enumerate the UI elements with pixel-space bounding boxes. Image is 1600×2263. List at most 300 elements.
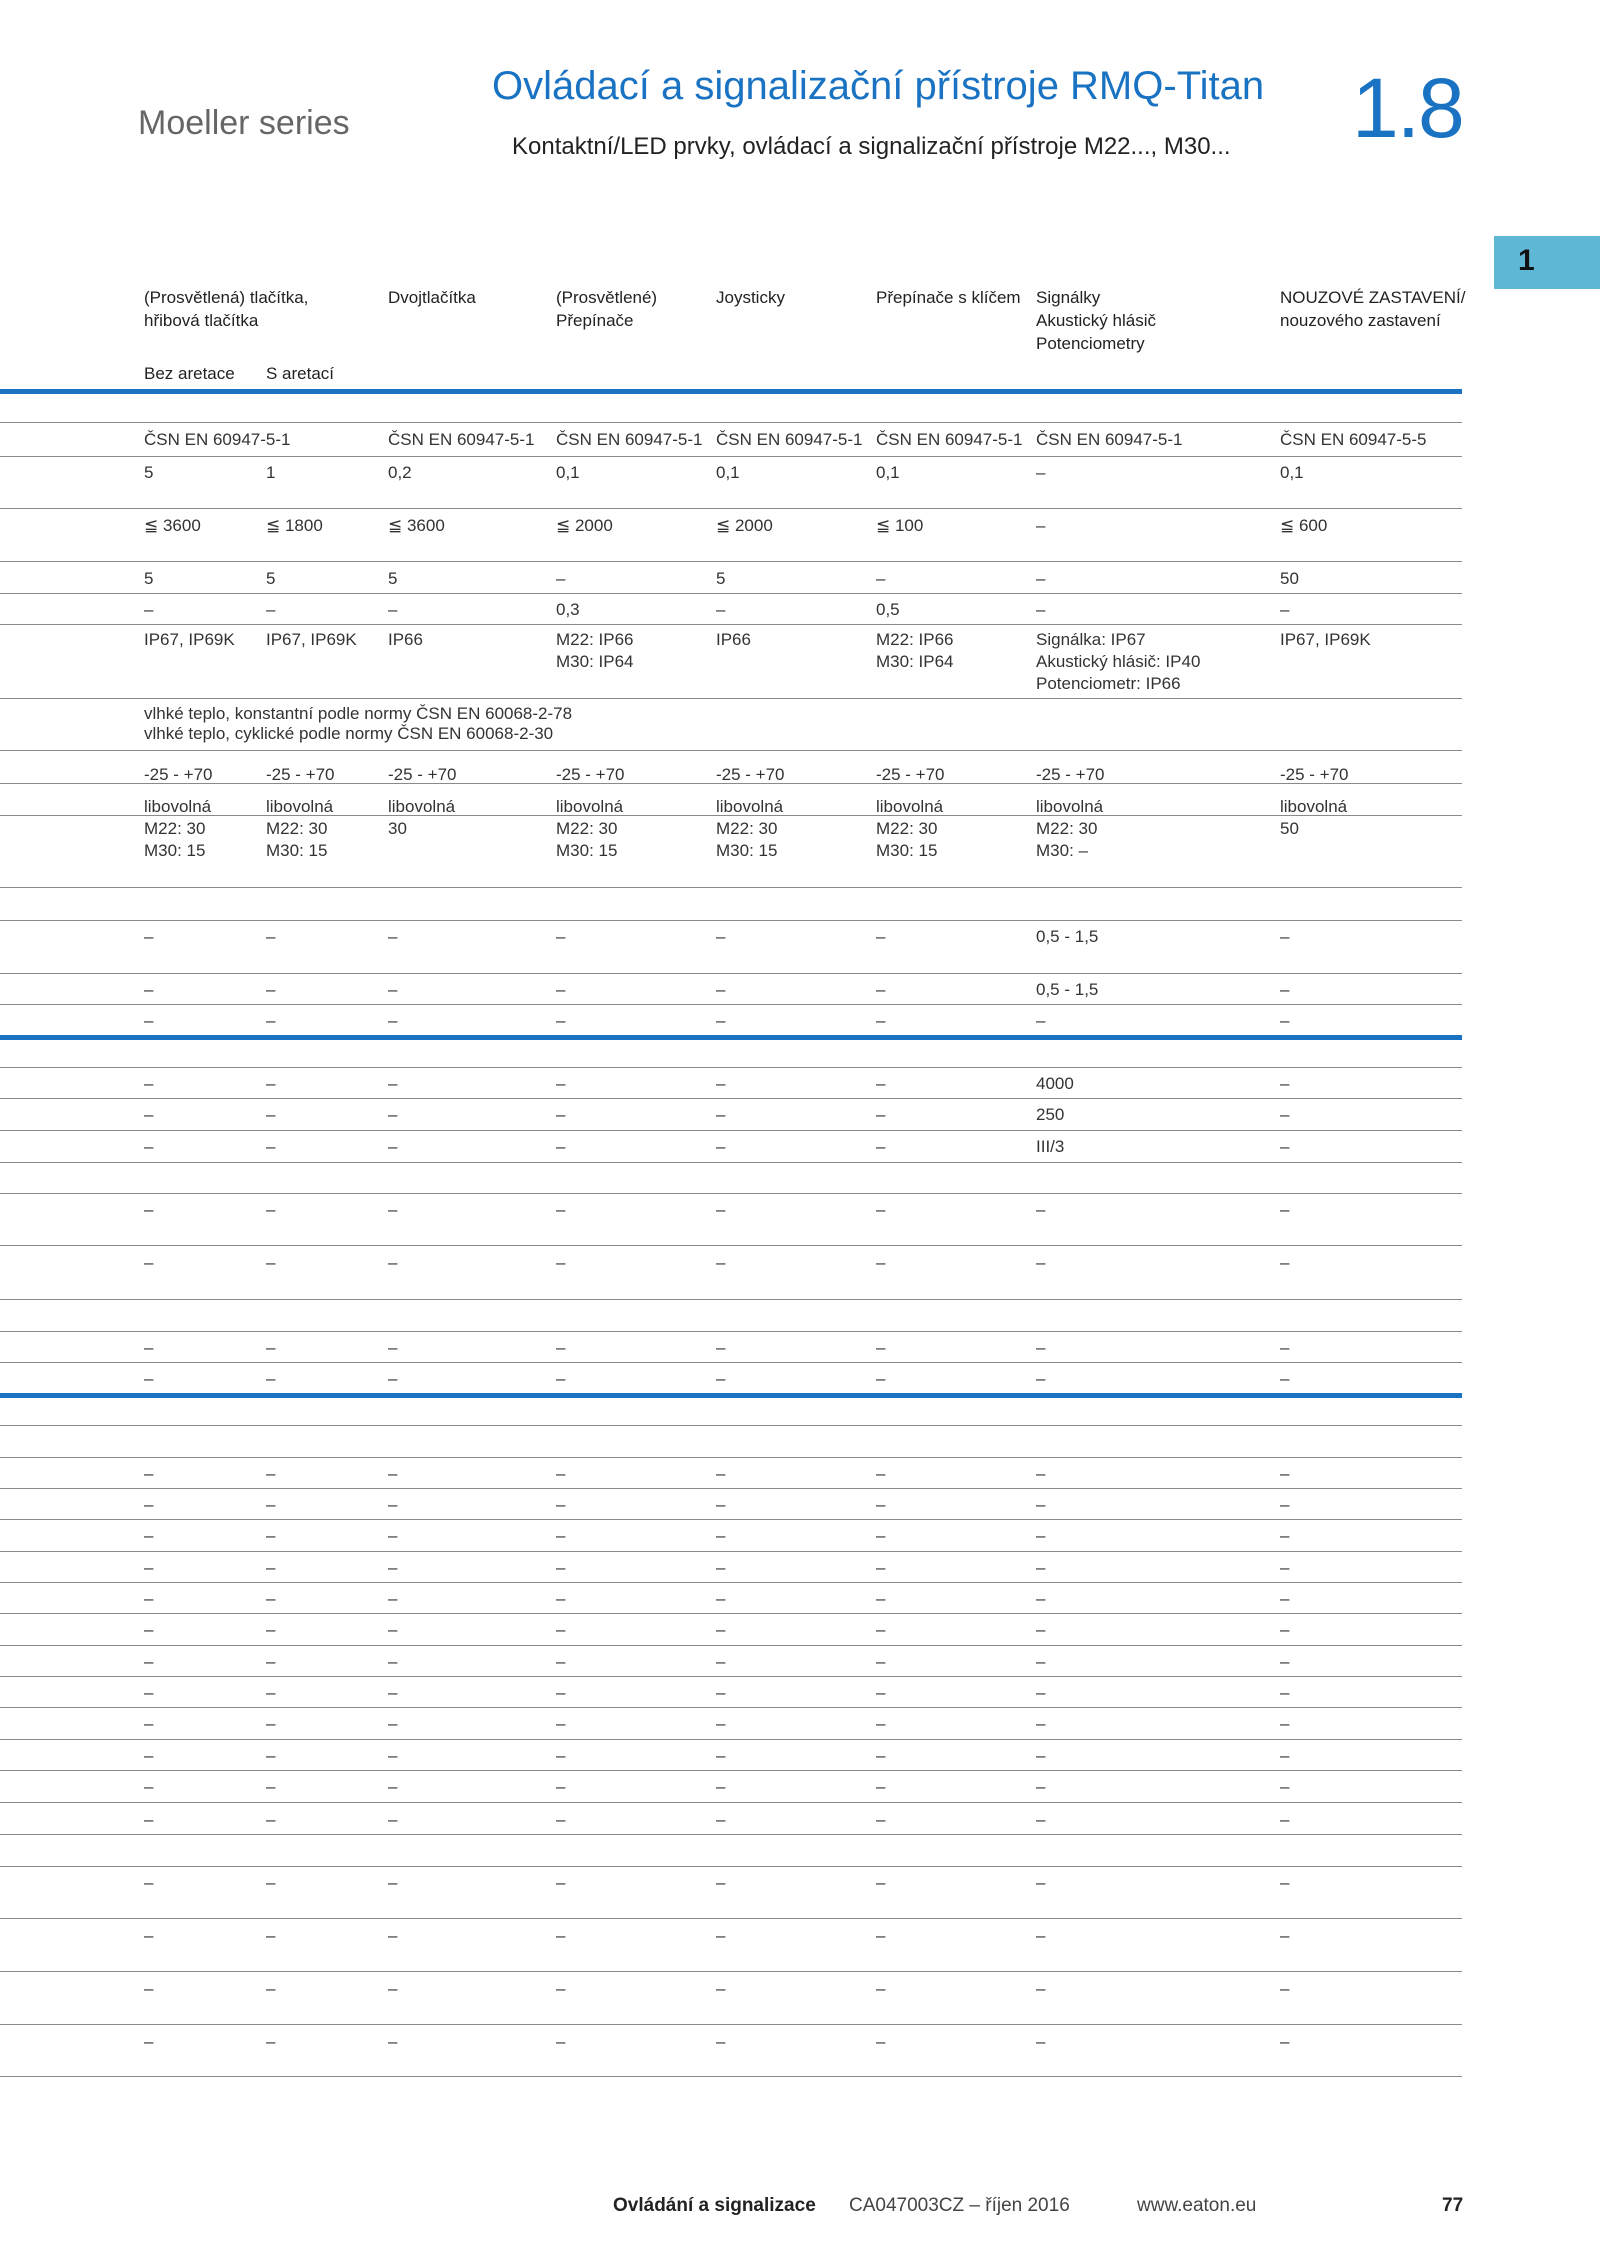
table-cell: – [266,1200,276,1219]
row-divider [0,1362,1462,1363]
table-cell: 0,1 [556,463,580,482]
table-cell: – [266,980,276,999]
table-cell: – [388,1105,398,1124]
table-cell: – [1280,1200,1290,1219]
table-cell: 0,5 - 1,5 [1036,927,1099,946]
table-cell: – [388,1926,398,1945]
table-cell: M22: 30 M30: 15 [266,819,328,860]
table-cell: IP67, IP69K [144,630,235,649]
subcolumn-header-momentary: Bez aretace [144,364,235,383]
table-cell: – [716,1979,726,1998]
row-divider [0,624,1462,625]
table-cell: – [266,1105,276,1124]
table-cell: – [716,2032,726,2051]
table-cell: – [876,1495,886,1514]
table-cell: -25 - +70 [1280,765,1349,784]
table-cell: 50 [1280,819,1299,838]
table-cell: M22: 30 M30: – [1036,819,1098,860]
table-cell: – [716,1526,726,1545]
table-cell: – [716,1620,726,1639]
table-cell: – [876,1746,886,1765]
row-divider [0,561,1462,562]
row-divider [0,1004,1462,1005]
table-cell: – [1280,1137,1290,1156]
row-divider [0,508,1462,509]
table-cell: – [556,1338,566,1357]
table-cell: – [716,1495,726,1514]
table-cell: ≦ 3600 [388,516,445,535]
table-cell: III/3 [1036,1137,1065,1156]
row-divider [0,2076,1462,2077]
table-cell: – [388,1777,398,1796]
table-cell: – [266,1979,276,1998]
table-cell: – [1280,1652,1290,1671]
table-cell: libovolná [1280,797,1348,816]
row-divider [0,1582,1462,1583]
table-cell: – [876,1253,886,1272]
table-cell: – [1036,1746,1046,1765]
table-cell: – [266,1810,276,1829]
table-cell: libovolná [266,797,334,816]
table-cell: – [556,1683,566,1702]
table-cell: – [1036,1810,1046,1829]
row-divider [0,456,1462,457]
table-cell: – [1036,1558,1046,1577]
row-divider [0,1193,1462,1194]
footer-website-link[interactable]: www.eaton.eu [1137,2195,1257,2216]
table-cell: – [388,1589,398,1608]
table-cell: M22: 30 M30: 15 [876,819,938,860]
row-divider [0,1245,1462,1246]
table-cell: ≦ 2000 [556,516,613,535]
row-divider [0,1676,1462,1677]
series-label: Moeller series [138,104,350,142]
table-cell: – [1036,1620,1046,1639]
row-divider [0,973,1462,974]
row-divider [0,1645,1462,1646]
table-cell: – [1036,1589,1046,1608]
table-cell: – [716,1074,726,1093]
row-divider [0,1770,1462,1771]
table-cell: -25 - +70 [556,765,625,784]
table-cell: – [876,1338,886,1357]
table-cell: – [1036,516,1046,535]
table-cell: – [716,1777,726,1796]
table-cell: – [388,1558,398,1577]
table-cell: – [556,1464,566,1483]
section-divider [0,1393,1462,1398]
table-cell: – [556,1526,566,1545]
table-cell: – [266,1589,276,1608]
table-cell: – [1036,463,1046,482]
row-divider [0,1551,1462,1552]
climate-note: vlhké teplo, konstantní podle normy ČSN EN 60068-2-78 vlhké teplo, cyklické podle normy ČSN EN 60068-2-30 [144,704,573,743]
table-cell: – [266,1683,276,1702]
table-cell: – [266,1495,276,1514]
table-cell: – [556,1105,566,1124]
table-cell: – [1280,2032,1290,2051]
table-cell: – [1280,1495,1290,1514]
table-cell: – [1280,1589,1290,1608]
table-cell: – [716,1746,726,1765]
table-cell: – [716,1873,726,1892]
page-subtitle: Kontaktní/LED prvky, ovládací a signalizační přístroje M22..., M30... [512,133,1231,160]
table-cell: – [1036,1979,1046,1998]
table-cell: – [388,1810,398,1829]
table-cell: – [716,1011,726,1030]
table-cell: – [1280,1011,1290,1030]
row-divider [0,1299,1462,1300]
table-cell: – [876,927,886,946]
table-cell: – [716,1926,726,1945]
table-cell: – [556,1746,566,1765]
table-cell: 5 [266,569,276,588]
table-cell: – [266,1926,276,1945]
table-cell: – [1280,927,1290,946]
table-cell: – [876,1074,886,1093]
table-cell: M22: 30 M30: 15 [716,819,778,860]
table-cell: – [1280,1074,1290,1093]
row-divider [0,887,1462,888]
table-cell: 0,1 [876,463,900,482]
table-cell: – [388,1683,398,1702]
table-cell: – [266,1777,276,1796]
table-cell: Signálka: IP67 Akustický hlásič: IP40 Potenciometr: IP66 [1036,630,1201,693]
table-cell: – [266,1137,276,1156]
table-cell: -25 - +70 [1036,765,1105,784]
table-cell: 0,2 [388,463,412,482]
table-cell: – [388,980,398,999]
table-cell: – [266,2032,276,2051]
table-cell: – [876,1714,886,1733]
table-cell: – [388,1369,398,1388]
table-cell: M22: 30 M30: 15 [144,819,206,860]
table-cell: – [1036,1011,1046,1030]
row-divider [0,698,1462,699]
table-cell: – [1280,1683,1290,1702]
table-cell: 0,1 [1280,463,1304,482]
table-cell: – [1280,1253,1290,1272]
table-cell: – [1036,1200,1046,1219]
table-cell: – [556,1979,566,1998]
table-cell: ČSN EN 60947-5-5 [1280,430,1427,449]
table-cell: – [716,1652,726,1671]
table-cell: – [1280,980,1290,999]
column-header-key-switches: Přepínače s klíčem [876,288,1021,307]
table-cell: – [1280,1464,1290,1483]
table-cell: – [716,600,726,619]
table-cell: – [144,1589,154,1608]
table-cell: – [144,1979,154,1998]
table-cell: – [876,1979,886,1998]
table-cell: – [1036,1714,1046,1733]
table-cell: – [144,1369,154,1388]
row-divider [0,1457,1462,1458]
table-cell: – [876,1810,886,1829]
table-cell: -25 - +70 [144,765,213,784]
table-cell: – [716,1714,726,1733]
table-cell: – [556,1253,566,1272]
row-divider [0,1918,1462,1919]
table-cell: – [388,1464,398,1483]
table-cell: – [1036,1777,1046,1796]
table-cell: M22: 30 M30: 15 [556,819,618,860]
table-cell: – [1036,1369,1046,1388]
table-cell: – [144,2032,154,2051]
table-cell: – [144,1714,154,1733]
table-cell: IP67, IP69K [266,630,357,649]
table-cell: -25 - +70 [876,765,945,784]
table-cell: – [266,1338,276,1357]
row-divider [0,1739,1462,1740]
row-divider [0,1488,1462,1489]
table-cell: – [144,1253,154,1272]
table-cell: – [388,927,398,946]
table-cell: – [876,569,886,588]
table-cell: – [1036,600,1046,619]
table-cell: – [144,1464,154,1483]
table-cell: 5 [388,569,398,588]
table-cell: ≦ 600 [1280,516,1328,535]
table-cell: – [556,1926,566,1945]
table-cell: – [556,569,566,588]
table-cell: – [1036,1253,1046,1272]
table-cell: – [1036,2032,1046,2051]
table-cell: – [716,1683,726,1702]
table-cell: – [1036,1873,1046,1892]
table-cell: – [556,1777,566,1796]
table-cell: – [1036,1652,1046,1671]
table-cell: – [716,1137,726,1156]
table-cell: – [1036,1495,1046,1514]
table-cell: – [876,1200,886,1219]
row-divider [0,1971,1462,1972]
table-cell: – [1280,1526,1290,1545]
table-cell: – [1280,1558,1290,1577]
table-cell: – [876,1873,886,1892]
table-cell: – [388,1979,398,1998]
row-divider [0,750,1462,751]
table-cell: – [716,1464,726,1483]
table-cell: – [144,1105,154,1124]
table-cell: – [266,1714,276,1733]
table-cell: – [144,1746,154,1765]
table-cell: ≦ 100 [876,516,924,535]
table-cell: – [266,1746,276,1765]
table-cell: – [556,1495,566,1514]
table-cell: – [1280,1338,1290,1357]
table-cell: – [716,980,726,999]
row-divider [0,1866,1462,1867]
row-divider [0,1130,1462,1131]
table-cell: – [556,1589,566,1608]
section-number: 1.8 [1352,61,1463,155]
table-cell: – [266,1253,276,1272]
table-cell: 4000 [1036,1074,1074,1093]
table-cell: ≦ 1800 [266,516,323,535]
table-cell: – [876,1464,886,1483]
table-cell: – [388,600,398,619]
table-cell: – [388,1074,398,1093]
table-cell: – [716,927,726,946]
page-title: Ovládací a signalizační přístroje RMQ-Titan [492,64,1265,108]
column-header-double-pushbuttons: Dvojtlačítka [388,288,476,307]
table-cell: – [144,1810,154,1829]
table-cell: – [876,1620,886,1639]
table-cell: – [144,927,154,946]
table-cell: – [556,1011,566,1030]
table-cell: – [388,1620,398,1639]
table-cell: – [716,1558,726,1577]
table-cell: -25 - +70 [388,765,457,784]
table-cell: – [876,1589,886,1608]
row-divider [0,1162,1462,1163]
table-cell: – [1280,1105,1290,1124]
table-cell: – [556,1714,566,1733]
table-cell: 30 [388,819,407,838]
table-cell: – [556,980,566,999]
table-cell: -25 - +70 [266,765,335,784]
table-cell: libovolná [716,797,784,816]
table-cell: – [716,1105,726,1124]
table-cell: ≦ 2000 [716,516,773,535]
column-header-pushbuttons: (Prosvětlená) tlačítka, hřibová tlačítka [144,288,309,330]
table-cell: – [876,1105,886,1124]
table-cell: – [556,1200,566,1219]
table-cell: libovolná [876,797,944,816]
table-cell: – [266,1011,276,1030]
table-cell: – [556,1620,566,1639]
table-cell: – [1036,569,1046,588]
table-cell: – [388,1873,398,1892]
table-cell: – [1280,1777,1290,1796]
table-cell: – [876,2032,886,2051]
row-divider [0,1834,1462,1835]
row-divider [0,1425,1462,1426]
table-cell: 0,5 - 1,5 [1036,980,1099,999]
table-cell: – [876,1369,886,1388]
table-cell: – [556,1558,566,1577]
table-cell: M22: IP66 M30: IP64 [876,630,954,671]
section-divider [0,1035,1462,1040]
table-cell: – [144,1011,154,1030]
table-cell: ≦ 3600 [144,516,201,535]
chapter-tab-label: 1 [1518,244,1535,277]
row-divider [0,1613,1462,1614]
table-cell: – [1036,1926,1046,1945]
table-cell: – [144,1526,154,1545]
table-cell: 0,3 [556,600,580,619]
table-cell: – [556,1074,566,1093]
row-divider [0,422,1462,423]
table-cell: – [144,1926,154,1945]
table-cell: M22: IP66 M30: IP64 [556,630,634,671]
table-cell: 0,5 [876,600,900,619]
table-cell: – [876,1777,886,1796]
table-cell: – [266,1526,276,1545]
table-cell: – [388,1652,398,1671]
footer-page-number: 77 [1442,2195,1464,2216]
table-cell: – [716,1589,726,1608]
table-cell: – [876,1683,886,1702]
table-cell: – [266,1620,276,1639]
row-divider [0,1802,1462,1803]
table-cell: – [388,2032,398,2051]
table-cell: ČSN EN 60947-5-1 [556,430,703,449]
table-cell: – [144,600,154,619]
table-cell: ČSN EN 60947-5-1 [144,430,291,449]
table-cell: ČSN EN 60947-5-1 [716,430,863,449]
table-cell: – [716,1200,726,1219]
table-cell: – [144,1652,154,1671]
table-cell: – [1280,600,1290,619]
table-cell: – [876,1926,886,1945]
table-cell: – [716,1810,726,1829]
table-cell: – [556,1652,566,1671]
table-cell: 50 [1280,569,1299,588]
table-cell: – [556,1137,566,1156]
table-cell: libovolná [556,797,624,816]
table-cell: – [388,1338,398,1357]
table-cell: – [556,2032,566,2051]
table-cell: – [388,1714,398,1733]
table-cell: – [144,1777,154,1796]
chapter-tab[interactable] [1494,236,1600,289]
table-cell: – [144,980,154,999]
table-cell: ČSN EN 60947-5-1 [388,430,535,449]
row-divider [0,1707,1462,1708]
table-cell: – [144,1137,154,1156]
table-cell: – [1280,1620,1290,1639]
table-cell: – [266,1464,276,1483]
row-divider [0,1519,1462,1520]
table-cell: 5 [144,569,154,588]
table-cell: ČSN EN 60947-5-1 [1036,430,1183,449]
table-cell: – [876,980,886,999]
table-cell: – [388,1200,398,1219]
table-cell: – [1036,1526,1046,1545]
table-cell: – [1280,1873,1290,1892]
table-cell: – [1280,1369,1290,1388]
row-divider [0,1067,1462,1068]
column-header-indicators: Signálky Akustický hlásič Potenciometry [1036,288,1156,353]
table-cell: – [388,1526,398,1545]
table-cell: – [266,600,276,619]
table-cell: – [556,1810,566,1829]
section-divider [0,389,1462,394]
subcolumn-header-maintained: S aretací [266,364,335,383]
table-cell: – [144,1200,154,1219]
table-cell: – [144,1620,154,1639]
table-cell: – [388,1495,398,1514]
table-cell: – [388,1011,398,1030]
table-cell: – [144,1338,154,1357]
table-cell: – [266,1652,276,1671]
table-cell: – [144,1495,154,1514]
footer-section-name: Ovládání a signalizace [613,2195,816,2216]
table-cell: – [556,1873,566,1892]
table-cell: – [1036,1338,1046,1357]
table-cell: – [716,1253,726,1272]
row-divider [0,593,1462,594]
table-cell: 250 [1036,1105,1065,1124]
table-cell: – [556,1369,566,1388]
table-cell: – [876,1011,886,1030]
row-divider [0,920,1462,921]
table-cell: – [1036,1464,1046,1483]
table-cell: ČSN EN 60947-5-1 [876,430,1023,449]
row-divider [0,1098,1462,1099]
